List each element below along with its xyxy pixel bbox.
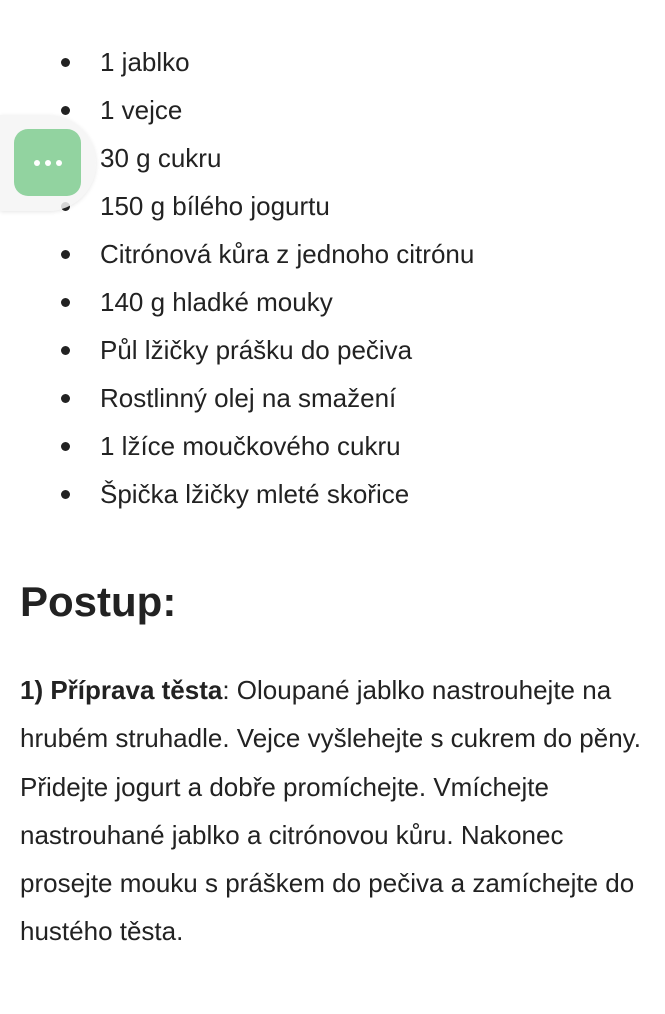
list-item	[0, 38, 665, 86]
ingredient-text: Rostlinný olej na smažení	[100, 383, 397, 413]
ingredient-text: 140 g hladké mouky	[100, 287, 333, 317]
list-item	[0, 230, 665, 278]
bullet-icon	[61, 250, 70, 259]
list-item	[0, 470, 665, 518]
floating-menu-container	[0, 115, 96, 211]
bullet-icon	[61, 490, 70, 499]
bullet-icon	[61, 346, 70, 355]
list-item	[0, 278, 665, 326]
procedure-heading: Postup:	[20, 578, 177, 625]
step-1-title: 1) Příprava těsta	[20, 675, 223, 705]
step-line: Přidejte jogurt a dobře promíchejte. Vmíchejte	[20, 771, 549, 802]
step-line: hustého těsta.	[20, 916, 184, 947]
step-line	[20, 666, 665, 714]
list-item	[0, 86, 665, 134]
bullet-icon	[61, 394, 70, 403]
step-line: nastrouhané jablko a citrónovou kůru. Nakonec	[20, 819, 564, 850]
bullet-icon	[61, 58, 70, 67]
step-line: hrubém struhadle. Vejce vyšlehejte s cukrem do pěny.	[20, 723, 641, 754]
step-text: : Oloupané jablko nastrouhejte na	[222, 675, 612, 705]
ingredient-text: Špička lžičky mleté skořice	[100, 479, 410, 509]
ingredient-list	[0, 38, 665, 518]
ingredient-text: 30 g cukru	[100, 143, 222, 173]
more-horizontal-icon	[34, 160, 62, 166]
list-item	[0, 326, 665, 374]
list-item	[0, 374, 665, 422]
list-item	[0, 134, 665, 182]
step-1-paragraph	[20, 666, 665, 956]
step-line: prosejte mouku s práškem do pečiva a zamíchejte do	[20, 868, 635, 899]
bullet-icon	[61, 442, 70, 451]
ingredient-text: 150 g bílého jogurtu	[100, 191, 330, 221]
ingredient-text: Citrónová kůra z jednoho citrónu	[100, 239, 475, 269]
list-item	[0, 182, 665, 230]
ingredient-text: 1 jablko	[100, 47, 190, 77]
list-item	[0, 422, 665, 470]
bullet-icon	[61, 298, 70, 307]
ingredient-text: 1 vejce	[100, 95, 183, 125]
bullet-icon	[61, 106, 70, 115]
ingredient-text: 1 lžíce moučkového cukru	[100, 431, 401, 461]
ingredient-text: Půl lžičky prášku do pečiva	[100, 335, 413, 365]
floating-menu-button[interactable]	[14, 129, 81, 196]
